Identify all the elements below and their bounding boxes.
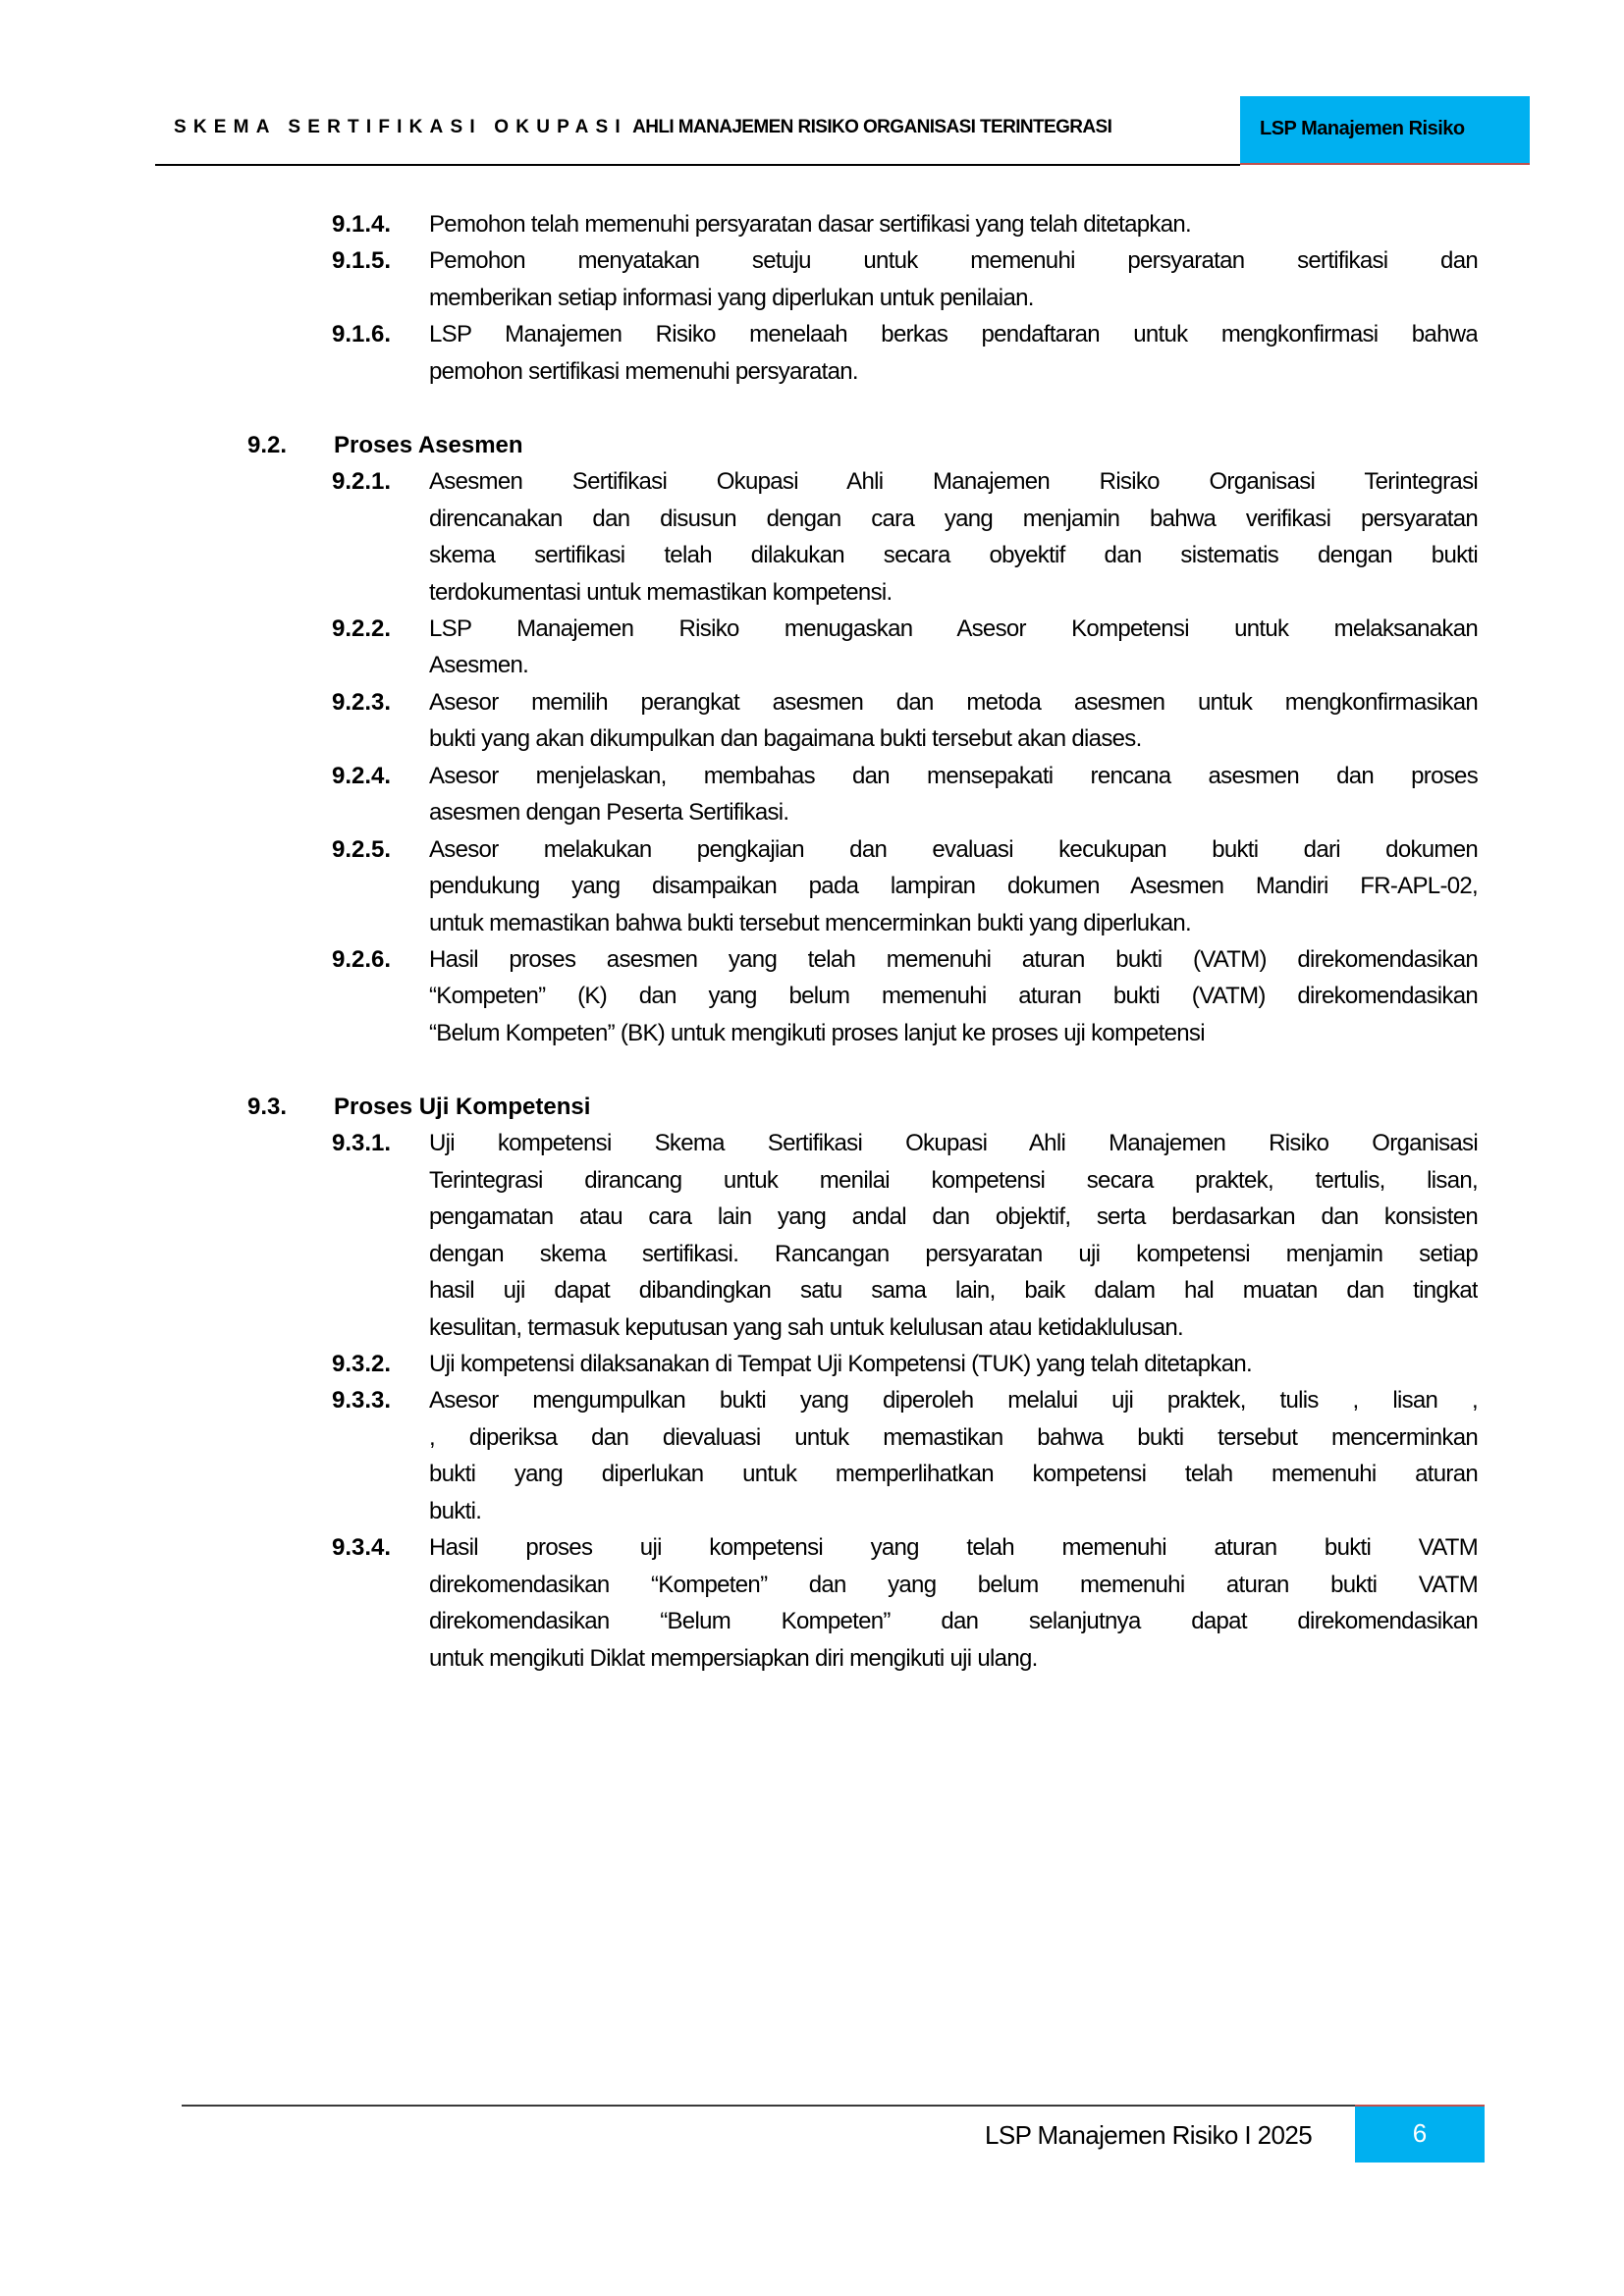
- clause-text: direkomendasikan “Belum Kompeten” dan selanjutnya dapat direkomendasikan: [429, 1608, 1478, 1635]
- clause-number: 9.2.2.: [332, 614, 392, 642]
- clause-continuation-line: [0, 1236, 1624, 1272]
- clause-item: [0, 242, 1624, 279]
- clause-text: Hasil proses uji kompetensi yang telah memenuhi aturan bukti VATM: [429, 1534, 1478, 1562]
- clause-continuation-line: [0, 1309, 1624, 1346]
- clause-continuation-line: [0, 1640, 1624, 1677]
- clause-text: memberikan setiap informasi yang diperlukan untuk penilaian.: [429, 284, 1034, 311]
- clause-continuation-line: [0, 1493, 1624, 1529]
- clause-text: Asesor melakukan pengkajian dan evaluasi kecukupan bukti dari dokumen: [429, 835, 1478, 863]
- clause-continuation-line: [0, 1162, 1624, 1199]
- clause-continuation-line: [0, 574, 1624, 611]
- clause-item: [0, 684, 1624, 721]
- clause-text: pengamatan atau cara lain yang andal dan objektif, serta berdasarkan dan konsisten: [429, 1203, 1478, 1231]
- header-title-spaced: SKEMA SERTIFIKASI OKUPASI: [174, 117, 627, 137]
- clause-text: LSP Manajemen Risiko menugaskan Asesor Kompetensi untuk melaksanakan: [429, 614, 1478, 642]
- header-title-rest: AHLI MANAJEMEN RISIKO ORGANISASI TERINTEGRASI: [632, 117, 1112, 137]
- clause-continuation-line: [0, 905, 1624, 941]
- clause-text: Pemohon menyatakan setuju untuk memenuhi persyaratan sertifikasi dan: [429, 247, 1478, 275]
- clause-continuation-line: [0, 1456, 1624, 1492]
- clause-item: [0, 831, 1624, 868]
- clause-text: untuk mengikuti Diklat mempersiapkan diri mengikuti uji ulang.: [429, 1644, 1038, 1672]
- clause-text: hasil uji dapat dibandingkan satu sama lain, baik dalam hal muatan dan tingkat: [429, 1277, 1478, 1305]
- clause-item: [0, 758, 1624, 794]
- section-number: 9.2.: [247, 431, 288, 458]
- section-heading: [0, 1089, 1624, 1125]
- clause-text: pemohon sertifikasi memenuhi persyaratan.: [429, 357, 858, 385]
- clause-continuation-line: [0, 280, 1624, 316]
- page-number: 6: [1412, 2118, 1428, 2148]
- section-title: Proses Asesmen: [334, 431, 523, 458]
- clause-text: bukti yang diperlukan untuk memperlihatkan kompetensi telah memenuhi aturan: [429, 1461, 1478, 1488]
- clause-continuation-line: [0, 353, 1624, 390]
- clause-text: pendukung yang disampaikan pada lampiran dokumen Asesmen Mandiri FR-APL-02,: [429, 873, 1478, 900]
- clause-text: kesulitan, termasuk keputusan yang sah untuk kelulusan atau ketidaklulusan.: [429, 1313, 1184, 1341]
- footer-text: LSP Manajemen Risiko I 2025: [985, 2120, 1313, 2150]
- header-divider: [155, 164, 1240, 166]
- clause-number: 9.3.3.: [332, 1387, 392, 1415]
- page-number-badge: [1355, 2105, 1485, 2163]
- section-title: Proses Uji Kompetensi: [334, 1093, 591, 1120]
- clause-item: [0, 316, 1624, 352]
- clause-item: [0, 611, 1624, 647]
- clause-number: 9.2.5.: [332, 835, 392, 863]
- clause-continuation-line: [0, 978, 1624, 1014]
- clause-text: , diperiksa dan dievaluasi untuk memastikan bahwa bukti tersebut mencerminkan: [429, 1423, 1478, 1451]
- clause-item: [0, 1382, 1624, 1418]
- footer-divider: [182, 2105, 1355, 2107]
- clause-continuation-line: [0, 868, 1624, 904]
- clause-text: asesmen dengan Peserta Sertifikasi.: [429, 799, 789, 827]
- clause-number: 9.3.1.: [332, 1130, 392, 1157]
- clause-continuation-line: [0, 1015, 1624, 1051]
- clause-text: “Kompeten” (K) dan yang belum memenuhi aturan bukti (VATM) direkomendasikan: [429, 983, 1478, 1010]
- clause-text: Asesmen.: [429, 652, 529, 679]
- clause-item: [0, 941, 1624, 978]
- clause-number: 9.2.4.: [332, 762, 392, 789]
- clause-text: Uji kompetensi Skema Sertifikasi Okupasi Ahli Manajemen Risiko Organisasi: [429, 1130, 1478, 1157]
- clause-text: bukti.: [429, 1497, 482, 1524]
- clause-text: Hasil proses asesmen yang telah memenuhi aturan bukti (VATM) direkomendasikan: [429, 946, 1478, 973]
- clause-text: untuk memastikan bahwa bukti tersebut mencerminkan bukti yang diperlukan.: [429, 909, 1192, 936]
- clause-text: Uji kompetensi dilaksanakan di Tempat Uji Kompetensi (TUK) yang telah ditetapkan.: [429, 1350, 1252, 1377]
- clause-continuation-line: [0, 647, 1624, 683]
- header-badge-label: LSP Manajemen Risiko: [1260, 118, 1465, 139]
- clause-text: Pemohon telah memenuhi persyaratan dasar sertifikasi yang telah ditetapkan.: [429, 211, 1191, 238]
- clause-item: [0, 1125, 1624, 1161]
- header-badge: [1240, 96, 1530, 165]
- clause-number: 9.2.1.: [332, 468, 392, 496]
- clause-number: 9.2.3.: [332, 688, 392, 716]
- clause-number: 9.1.5.: [332, 247, 392, 275]
- clause-item: [0, 1346, 1624, 1382]
- clause-continuation-line: [0, 537, 1624, 573]
- header-title: [174, 117, 1111, 138]
- clause-text: direncanakan dan disusun dengan cara yang menjamin bahwa verifikasi persyaratan: [429, 505, 1478, 532]
- clause-number: 9.3.4.: [332, 1534, 392, 1562]
- clause-text: skema sertifikasi telah dilakukan secara obyektif dan sistematis dengan bukti: [429, 542, 1478, 569]
- clause-text: bukti yang akan dikumpulkan dan bagaimana bukti tersebut akan diases.: [429, 725, 1142, 753]
- section-number: 9.3.: [247, 1093, 288, 1120]
- clause-item: [0, 1529, 1624, 1566]
- clause-continuation-line: [0, 794, 1624, 830]
- clause-number: 9.1.4.: [332, 211, 392, 238]
- clause-number: 9.3.2.: [332, 1350, 392, 1377]
- clause-text: Terintegrasi dirancang untuk menilai kompetensi secara praktek, tertulis, lisan,: [429, 1166, 1478, 1194]
- clause-continuation-line: [0, 1272, 1624, 1308]
- clause-text: Asesor mengumpulkan bukti yang diperoleh melalui uji praktek, tulis , lisan ,: [429, 1387, 1478, 1415]
- clause-continuation-line: [0, 1603, 1624, 1639]
- clause-text: “Belum Kompeten” (BK) untuk mengikuti proses lanjut ke proses uji kompetensi: [429, 1019, 1205, 1046]
- clause-text: Asesor memilih perangkat asesmen dan metoda asesmen untuk mengkonfirmasikan: [429, 688, 1478, 716]
- section-heading: [0, 427, 1624, 463]
- clause-text: dengan skema sertifikasi. Rancangan persyaratan uji kompetensi menjamin setiap: [429, 1240, 1478, 1267]
- clause-item: [0, 463, 1624, 500]
- clause-number: 9.2.6.: [332, 946, 392, 973]
- clause-text: direkomendasikan “Kompeten” dan yang belum memenuhi aturan bukti VATM: [429, 1571, 1478, 1598]
- clause-continuation-line: [0, 721, 1624, 757]
- clause-continuation-line: [0, 1567, 1624, 1603]
- clause-text: Asesor menjelaskan, membahas dan mensepakati rencana asesmen dan proses: [429, 762, 1478, 789]
- clause-continuation-line: [0, 501, 1624, 537]
- clause-number: 9.1.6.: [332, 321, 392, 348]
- clause-text: terdokumentasi untuk memastikan kompetensi.: [429, 578, 893, 606]
- clause-item: [0, 206, 1624, 242]
- clause-text: LSP Manajemen Risiko menelaah berkas pendaftaran untuk mengkonfirmasi bahwa: [429, 321, 1478, 348]
- clause-text: Asesmen Sertifikasi Okupasi Ahli Manajemen Risiko Organisasi Terintegrasi: [429, 468, 1478, 496]
- clause-continuation-line: [0, 1199, 1624, 1235]
- clause-continuation-line: [0, 1419, 1624, 1456]
